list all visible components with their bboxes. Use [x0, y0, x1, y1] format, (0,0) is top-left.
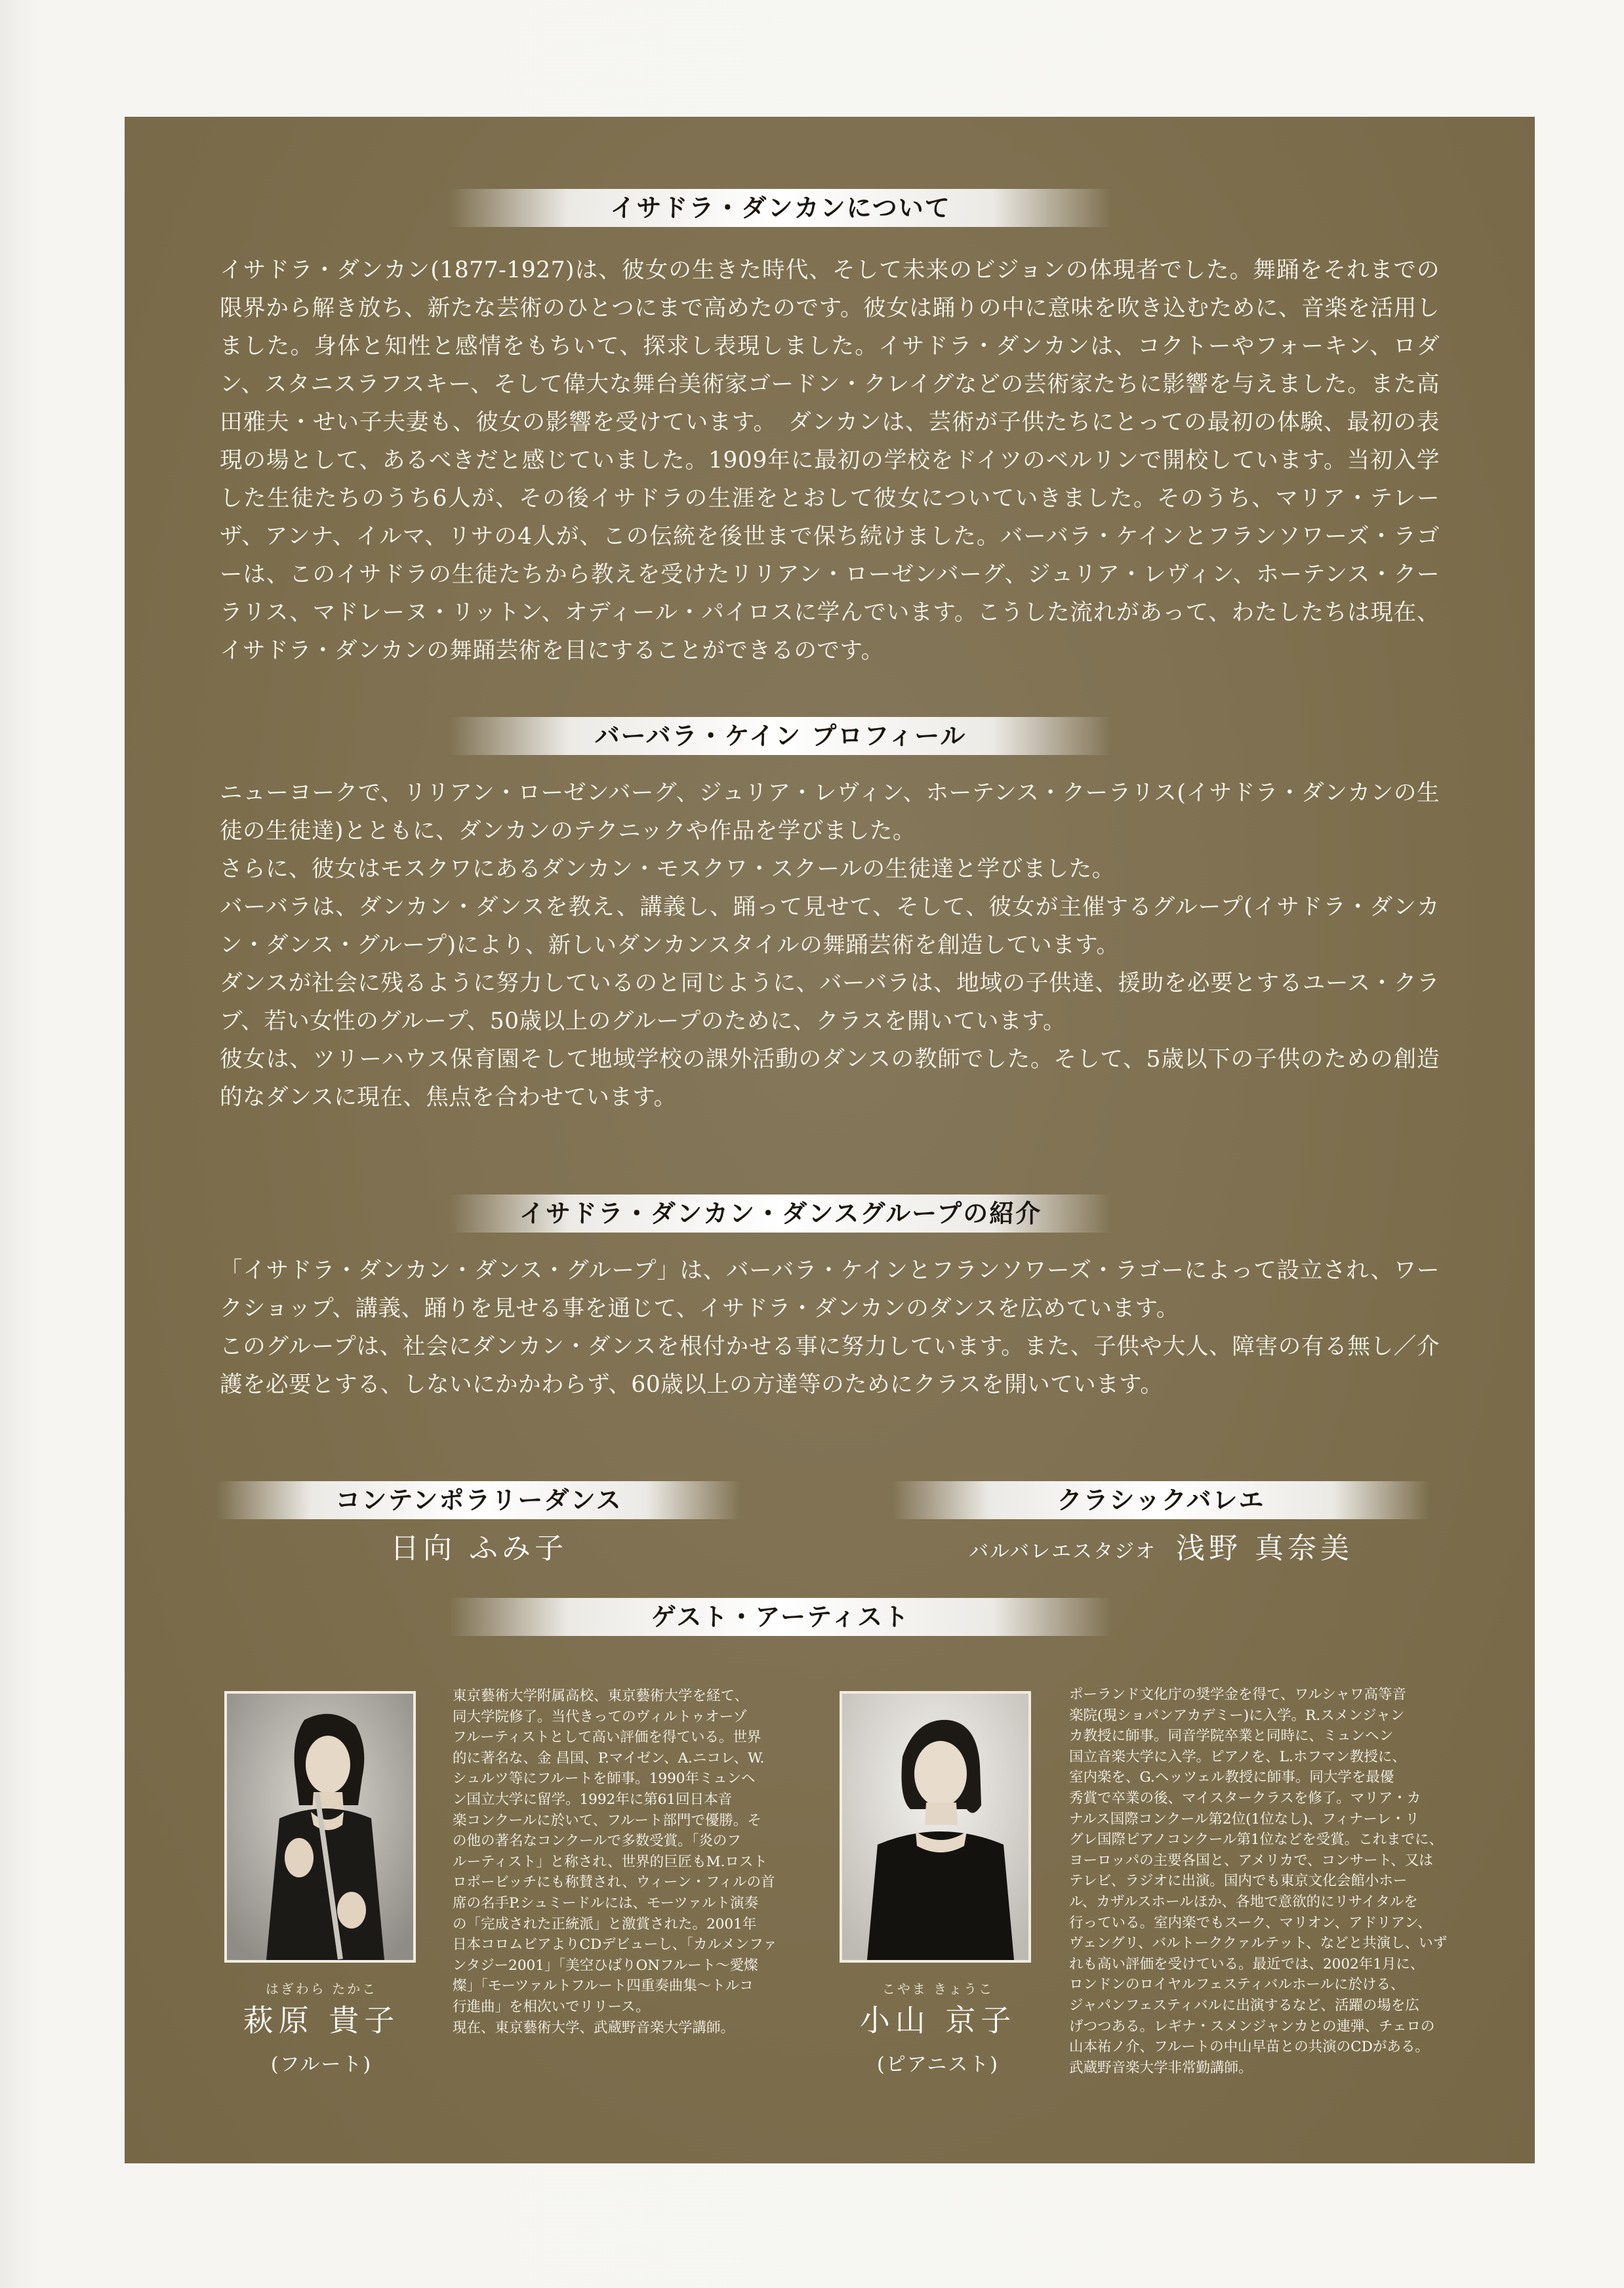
pianist-role: (ピアニスト) — [877, 2053, 999, 2076]
pianist-name-reading: こやま きょうこ — [882, 1981, 994, 1997]
flutist-role: (フルート) — [270, 2053, 373, 2076]
pianist-bio: ポーランド文化庁の奨学金を得て、ワルシャワ高等音 楽院(現ショパンアカデミー)に入学。R.スメンジャン カ教授に師事。同音学院卒業と同時に、ミュンヘン 国立音楽大学に入学。ピアノを、L.ホフマン教授に、 室内楽を、G.ヘッツェル教授に師事。同大学を最優 秀賞で卒業の後、マイスタークラスを修了。マリア・カ ナルス国際コンクール第2位(1位なし)、フィナーレ・リ グレ国際ピアノコンクール第1位などを受賞。これまでに、 ヨーロッパの主要各国と、アメリカで、コンサート、又は テレビ、ラジオに出演。国内でも東京文化会館小ホー ル、カザルスホールほか、各地で意欲的にリサイタルを 行っている。室内楽でもスーク、マリオン、アドリアン、 ヴェングリ、バルトーククァルテット、などと共演し、いず れも高い評価を受けている。最近では、2002年1月に、 ロンドンのロイヤルフェスティバルホールに於ける、 ジャパンフェスティバルに出演するなど、活躍の場を広 げつつある。レギナ・スメンジャンカとの連弾、チェロの 山本祐ノ介、フルートの中山早苗との共演のCDがある。 武蔵野音楽大学非常勤講師。 — [1069, 1686, 1448, 2076]
pianist-portrait-image — [842, 1694, 1028, 1960]
profile-text: ニューヨークで、リリアン・ローゼンバーグ、ジュリア・レヴィン、ホーテンス・クーラリス(イサドラ・ダンカンの生徒の生徒達)とともに、ダンカンのテクニックや作品を学びました。 さらに、彼女はモスクワにあるダンカン・モスクワ・スクールの生徒達と学びました。 バーバラは、ダンカン・ダンスを教え、講義し、踊って見せて、そして、彼女が主催するグループ(イサドラ・ダンカン・ダンス・グループ)により、新しいダンカンスタイルの舞踊芸術を創造しています。 ダンスが社会に残るように努力しているのと同じように、バーバラは、地域の子供達、援助を必要とするユース・クラブ、若い女性のグループ、50歳以上のグループのために、クラスを開いています。 彼女は、ツリーハウス保育園そして地域学校の課外活動のダンスの教師でした。そして、5歳以下の子供のための創造的なダンスに現在、焦点を合わせています。 — [220, 780, 1440, 1111]
about-text: イサドラ・ダンカン(1877-1927)は、彼女の生きた時代、そして未来のビジョンの体現者でした。舞踊をそれまでの限界から解き放ち、新たな芸術のひとつにまで高めたのです。彼女は踊りの中に意味を吹き込むために、音楽を活用しました。身体と知性と感情をもちいて、探求し表現しました。イサドラ・ダンカンは、コクトーやフォーキン、ロダン、スタニスラフスキー、そして偉大な舞台美術家ゴードン・クレイグなどの芸術家たちに影響を与えました。また高田雅夫・せい子夫妻も、彼女の影響を受けています。 ダンカンは、芸術が子供たちにとっての最初の体験、最初の表現の場として、あるべきだと感じていました。1909年に最初の学校をドイツのベルリンで開校しています。当初入学した生徒たちのうち6人が、その後イサドラの生涯をとおして彼女についていきました。そのうち、マリア・テレーザ、アンナ、イルマ、リサの4人が、この伝統を後世まで保ち続けました。バーバラ・ケインとフランソワーズ・ラゴーは、このイサドラの生徒たちから教えを受けたリリアン・ローゼンバーグ、ジュリア・レヴィン、ホーテンス・クーラリス、マドレーヌ・リットン、オディール・パイロスに学んでいます。こうした流れがあって、わたしたちは現在、イサドラ・ダンカンの舞踊芸術を目にすることができるのです。 — [220, 257, 1440, 664]
ballet-instructor-line — [892, 1524, 1430, 1566]
profile-heading: バーバラ・ケイン プロフィール — [449, 717, 1112, 755]
flutist-name-reading: はぎわら たかこ — [265, 1981, 378, 1997]
flutist-name: 萩原 貴子 — [243, 2003, 400, 2038]
pianist-name: 小山 京子 — [859, 2003, 1017, 2038]
ballet-studio: バルバレエスタジオ — [969, 1540, 1156, 1563]
flutist-portrait-image — [227, 1694, 413, 1960]
about-heading: イサドラ・ダンカンについて — [449, 189, 1112, 227]
pianist-photo — [840, 1691, 1031, 1963]
brochure-panel — [125, 117, 1535, 2163]
guest-heading: ゲスト・アーティスト — [449, 1598, 1112, 1636]
ballet-heading: クラシックバレエ — [892, 1481, 1430, 1519]
group-heading: イサドラ・ダンカン・ダンスグループの紹介 — [449, 1195, 1112, 1233]
contemporary-heading: コンテンポラリーダンス — [216, 1481, 741, 1519]
ballet-instructor: 浅野 真奈美 — [1175, 1532, 1353, 1565]
group-text: 「イサドラ・ダンカン・ダンス・グループ」は、バーバラ・ケインとフランソワーズ・ラゴーによって設立され、ワークショップ、講義、踊りを見せる事を通じて、イサドラ・ダンカンのダンスを広めています。 このグループは、社会にダンカン・ダンスを根付かせる事に努力しています。また、子供や大人、障害の有る無し／介護を必要とする、しないにかかわらず、60歳以上の方達等のためにクラスを開いています。 — [220, 1257, 1440, 1398]
contemporary-instructor: 日向 ふみ子 — [390, 1532, 567, 1565]
flutist-bio: 東京藝術大学附属高校、東京藝術大学を経て、 同大学院修了。当代きってのヴィルトゥオーゾ フルーティストとして高い評価を得ている。世界 的に著名な、金 昌国、P.マイゼン、A.ニコレ、W. シュルツ等にフルートを師事。1990年ミュンヘ ン国立大学に留学。1992年に第61回日本音 楽コンクールに於いて、フルート部門で優勝。そ の他の著名なコンクールで多数受賞。「炎のフ ルーティスト」と称され、世界的巨匠もM.ロスト ロポービッチにも称賛され、ウィーン・フィルの首 席の名手P.シュミードルには、モーツァルト演奏 の「完成された正統派」と激賞された。2001年 日本コロムビアよりCDデビューし、「カルメンファ ンタジー2001」「美空ひばりONフルート～愛燦 燦」「モーツァルトフルート四重奏曲集～トルコ 行進曲」を相次いでリリース。 現在、東京藝術大学、武蔵野音楽大学講師。 — [453, 1688, 777, 2036]
flutist-photo — [224, 1691, 416, 1963]
